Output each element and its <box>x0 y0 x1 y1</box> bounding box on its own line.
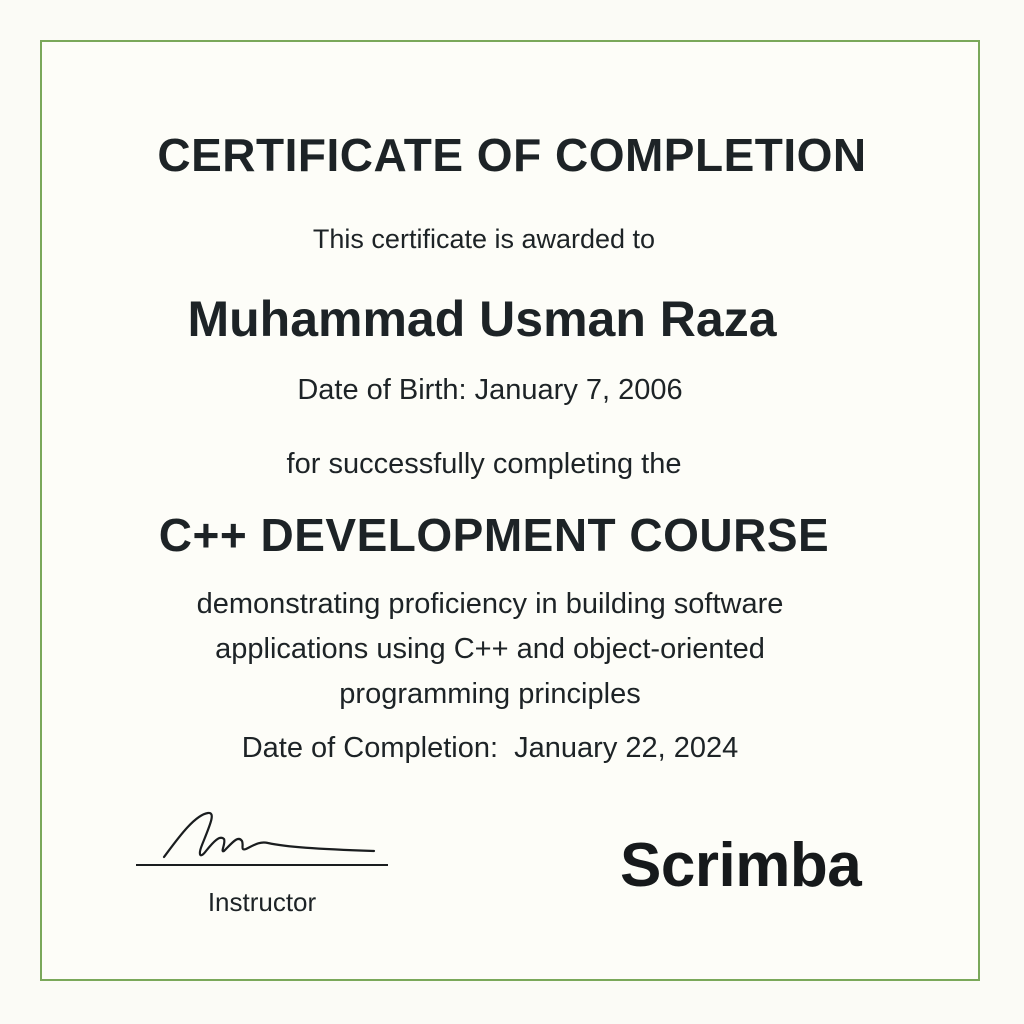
awarded-text: This certificate is awarded to <box>312 224 656 254</box>
course-description <box>0 582 1002 717</box>
description-line: demonstrating proficiency in building software <box>196 588 784 620</box>
signature-stroke <box>164 813 374 857</box>
instructor-label: Instructor <box>207 887 317 917</box>
description-line: applications using C++ and object-oriented <box>215 633 765 665</box>
completing-text: for successfully completing the <box>286 448 682 480</box>
course-name: C++ DEVELOPMENT COURSE <box>158 509 830 561</box>
signature-block <box>136 805 388 920</box>
issuer-logo: Scrimba <box>620 831 862 900</box>
certificate-title: CERTIFICATE OF COMPLETION <box>157 129 867 181</box>
recipient-name: Muhammad Usman Raza <box>187 291 777 347</box>
signature-image <box>136 805 388 869</box>
description-line: programming principles <box>339 678 641 710</box>
completion-date: Date of Completion: January 22, 2024 <box>241 732 739 764</box>
date-of-birth: Date of Birth: January 7, 2006 <box>297 374 683 406</box>
